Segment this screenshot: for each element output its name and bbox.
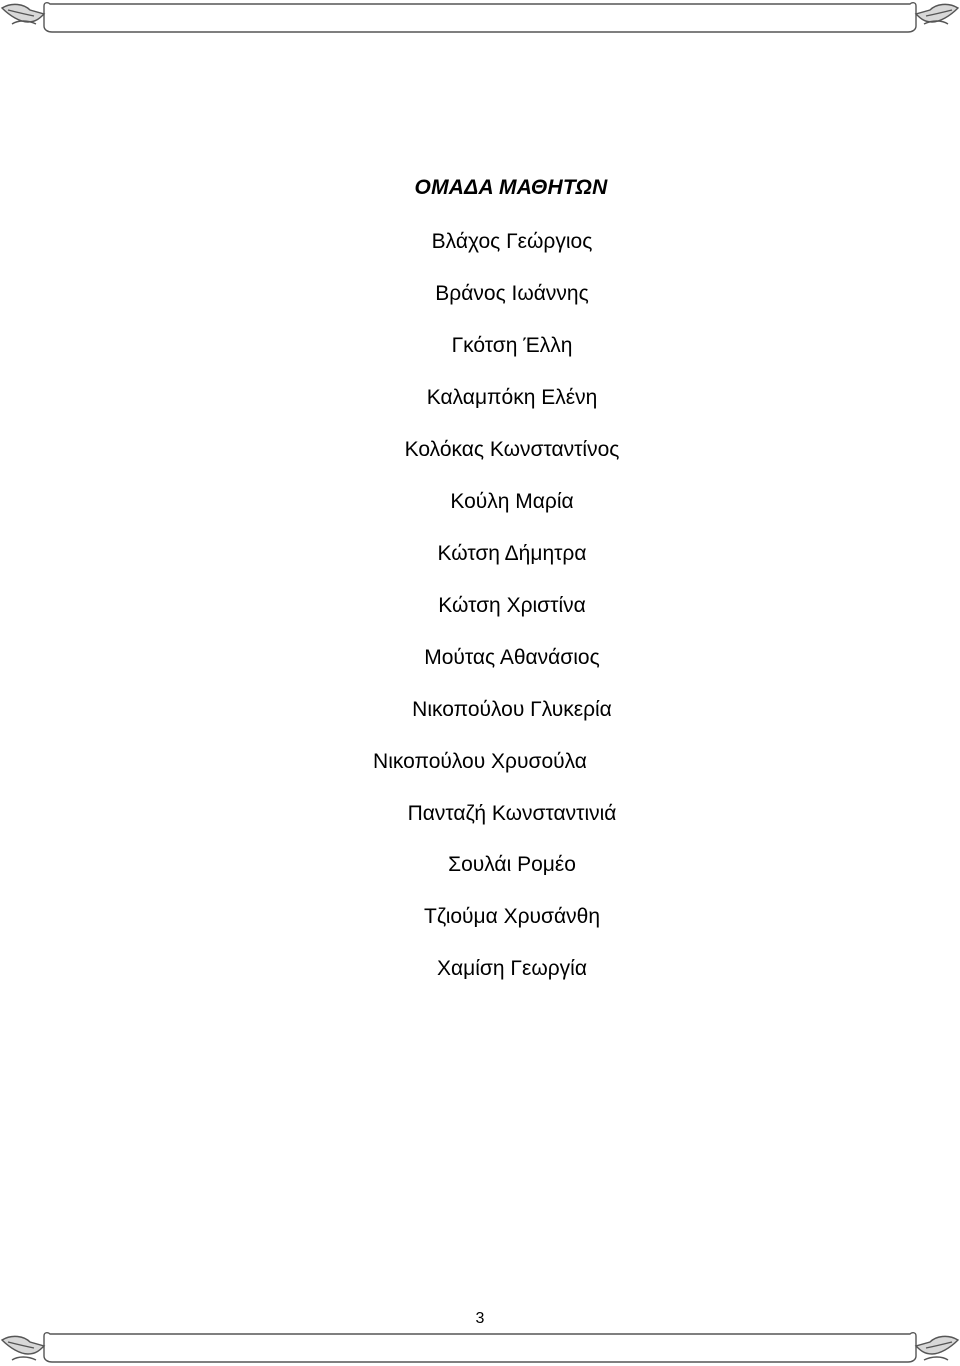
bottom-scroll-banner: [0, 1326, 960, 1366]
member-name: Κώτση Χριστίνα: [438, 594, 586, 617]
member-name: Χαμίση Γεωργία: [437, 957, 587, 980]
member-name: Κολόκας Κωνσταντίνος: [404, 438, 620, 461]
member-name: Τζιούμα Χρυσάνθη: [423, 905, 601, 928]
member-name: Κούλη Μαρία: [450, 490, 574, 513]
member-name: Μούτας Αθανάσιος: [424, 646, 600, 669]
group-title: ΟΜΑΔΑ ΜΑΘΗΤΩΝ: [414, 176, 608, 199]
member-name: Σουλάι Ρομέο: [448, 853, 576, 876]
member-name: Βράνος Ιωάννης: [435, 282, 589, 305]
member-name: Βλάχος Γεώργιος: [431, 230, 593, 253]
top-scroll-banner: [0, 0, 960, 40]
member-name: Νικοπούλου Γλυκερία: [412, 698, 612, 721]
member-name: Νικοπούλου Χρυσούλα: [373, 750, 587, 773]
page-number: 3: [475, 1310, 485, 1327]
member-name: Κώτση Δήμητρα: [437, 542, 587, 565]
member-name: Καλαμπόκη Ελένη: [426, 386, 598, 409]
member-name: Γκότση Έλλη: [451, 334, 573, 357]
member-name: Πανταζή Κωνσταντινιά: [407, 802, 617, 825]
